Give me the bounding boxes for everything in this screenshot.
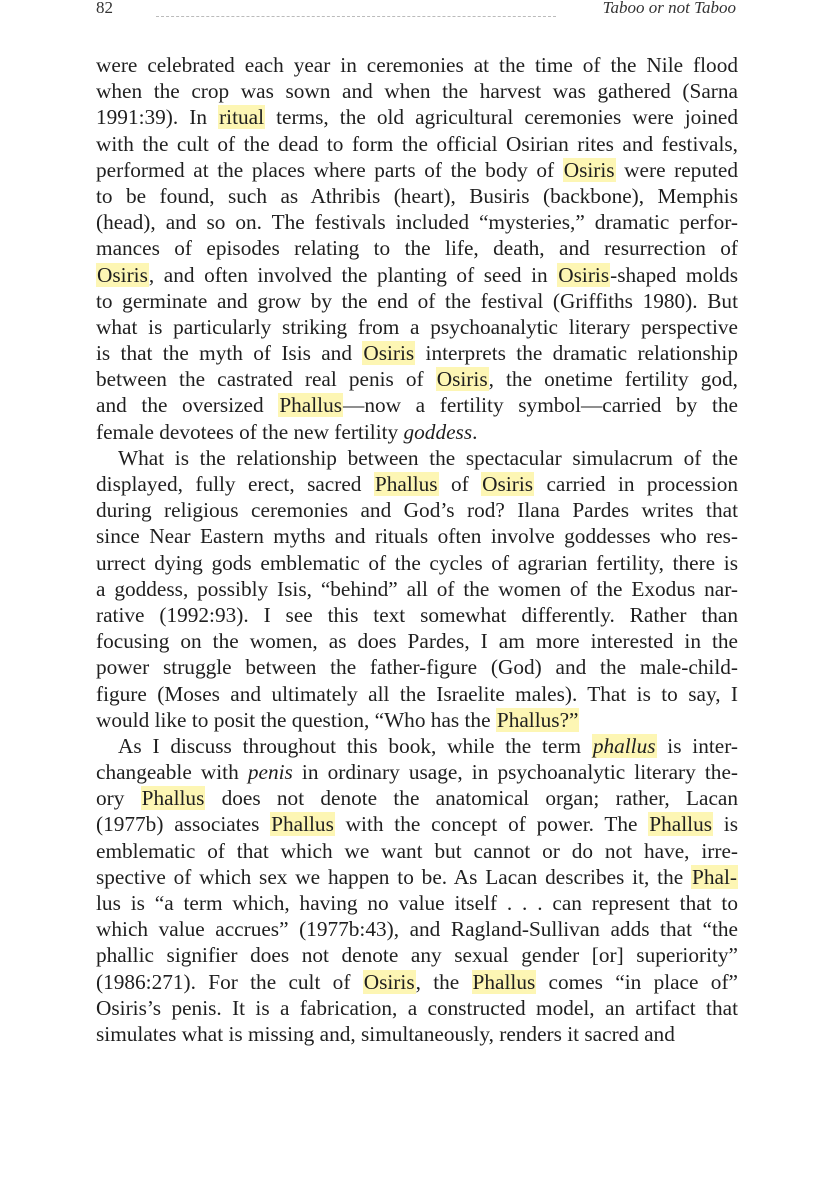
text-run: is that the myth of Isis and (96, 341, 363, 366)
text-run: urrect dying gods emblematic of the cycles of agrarian fertility, there is (96, 550, 738, 575)
text-line (96, 288, 738, 314)
highlighted-term: ritual (219, 105, 265, 130)
text-run: which value accrues” (1977b:43), and Ragland-Sullivan adds that “the (96, 917, 738, 942)
highlighted-term: Phallus (472, 969, 536, 994)
text-run: (head), and so on. The festivals included “mysteries,” dramatic perfor- (96, 210, 738, 235)
text-run: goddess (403, 419, 473, 444)
header-divider (156, 16, 556, 17)
text-run: rative (1992:93). I see this text somewhat differently. Rather than (96, 602, 738, 627)
text-run: to be found, such as Athribis (heart), Busiris (backbone), Memphis (96, 183, 738, 208)
highlighted-term: Phallus?” (496, 707, 579, 732)
highlighted-term: Osiris (563, 157, 615, 182)
text-line (96, 681, 738, 707)
highlighted-term: Osiris (363, 969, 415, 994)
paragraph (96, 733, 738, 1047)
text-run: , and often involved the planting of seed in (148, 262, 558, 287)
text-run: carried in procession (534, 472, 738, 496)
text-line (96, 471, 738, 497)
text-line (96, 838, 738, 864)
text-run: power struggle between the father-figure (God) and the male-child- (96, 655, 738, 680)
running-head: Taboo or not Taboo (602, 0, 736, 17)
text-run: simulates what is missing and, simultaneously, renders it sacred and (96, 1021, 675, 1046)
text-run: of (438, 472, 482, 496)
highlighted-term: Osiris (558, 262, 610, 287)
text-run: since Near Eastern myths and rituals often involve goddesses who res- (96, 524, 738, 549)
highlighted-term: Phallus (649, 812, 713, 837)
text-run: emblematic of that which we want but cannot or do not have, irre- (96, 838, 738, 863)
text-line (96, 733, 738, 759)
highlighted-term: Phallus (271, 812, 334, 837)
text-run: with the concept of power. The (334, 812, 649, 837)
text-run: figure (Moses and ultimately all the Israelite males). That is to say, I (96, 681, 738, 706)
text-run: focusing on the women, as does Pardes, I am more interested in the (96, 629, 738, 654)
text-line (96, 916, 738, 942)
text-run: phallic signifier does not denote any sexual gender [or] superiority” (96, 943, 738, 968)
text-line (96, 1021, 738, 1047)
text-line (96, 209, 738, 235)
text-line (96, 340, 738, 366)
highlighted-term: Osiris (436, 367, 488, 392)
text-run: penis (247, 760, 293, 785)
text-run: what is particularly striking from a psychoanalytic literary perspective (96, 314, 738, 339)
text-line (96, 864, 738, 890)
text-run: female devotees of the new fertility (96, 419, 404, 444)
text-run: (1986:271). For the cult of (96, 969, 363, 994)
text-run: spective of which sex we happen to be. As Lacan describes it, the (96, 864, 692, 889)
text-line (96, 497, 738, 523)
highlighted-term: Phal- (692, 864, 737, 889)
text-run: would like to posit the question, “Who has the (96, 707, 496, 732)
text-run: performed at the places where parts of the body of (96, 157, 563, 182)
text-run: . (472, 419, 478, 444)
text-run: were celebrated each year in ceremonies at the time of the Nile flood (96, 53, 738, 77)
text-line (96, 995, 738, 1021)
text-run: -shaped molds (610, 262, 738, 287)
text-run: is inter- (656, 733, 738, 758)
highlighted-term: Osiris (363, 341, 415, 366)
text-line (96, 602, 738, 628)
text-line (96, 628, 738, 654)
text-run: , the (415, 969, 472, 994)
text-line (96, 654, 738, 680)
text-run: interprets the dramatic relationship (415, 341, 738, 366)
text-run: during religious ceremonies and God’s rod? Ilana Pardes writes that (96, 498, 738, 523)
text-line (96, 890, 738, 916)
text-run: is (713, 812, 738, 837)
text-run: were reputed (615, 157, 738, 182)
text-line (96, 969, 738, 995)
page-header (96, 2, 736, 24)
text-line (96, 523, 738, 549)
text-line (96, 392, 738, 418)
text-run: does not denote the anatomical organ; rather, Lacan (205, 786, 738, 811)
text-line (96, 707, 738, 733)
text-line (96, 942, 738, 968)
text-line (96, 157, 738, 183)
text-line (96, 785, 738, 811)
paragraph (96, 445, 738, 733)
text-run: lus is “a term which, having no value itself . . . can represent that to (96, 891, 738, 915)
text-run: —now a fertility symbol—carried by the (343, 393, 738, 418)
highlighted-term: Osiris (97, 262, 148, 287)
text-line (96, 131, 738, 157)
highlighted-term: phallus (592, 733, 656, 758)
text-line (96, 262, 738, 288)
text-run: when the crop was sown and when the harvest was gathered (Sarna (96, 79, 738, 104)
text-run: comes “in place of” (536, 969, 738, 994)
text-run: What is the relationship between the spectacular simulacrum of the (118, 445, 738, 470)
text-line (96, 419, 738, 445)
text-run: mances of episodes relating to the life, death, and resurrection of (96, 236, 738, 261)
text-run: terms, the old agricultural ceremonies were joined (265, 105, 738, 130)
text-line (96, 314, 738, 340)
text-run: displayed, fully erect, sacred (96, 472, 374, 496)
text-line (96, 183, 738, 209)
text-line (96, 52, 738, 78)
highlighted-term: Phallus (374, 472, 438, 496)
body-text (96, 52, 738, 1047)
text-run: 1991:39). In (96, 105, 219, 130)
text-run: changeable with (96, 760, 248, 785)
highlighted-term: Phallus (279, 393, 343, 418)
text-line (96, 759, 738, 785)
paragraph (96, 52, 738, 445)
text-run: between the castrated real penis of (96, 367, 436, 392)
text-line (96, 366, 738, 392)
text-run: Osiris’s penis. It is a fabrication, a constructed model, an artifact that (96, 995, 738, 1020)
text-run: As I discuss throughout this book, while the term (118, 733, 592, 758)
text-line (96, 811, 738, 837)
text-run: in ordinary usage, in psychoanalytic literary the- (292, 760, 738, 785)
text-run: and the oversized (96, 393, 279, 418)
text-line (96, 550, 738, 576)
text-run: to germinate and grow by the end of the festival (Griffiths 1980). But (96, 288, 738, 313)
page-number: 82 (96, 0, 113, 17)
text-line (96, 576, 738, 602)
text-run: (1977b) associates (96, 812, 271, 837)
highlighted-term: Phallus (141, 786, 205, 811)
text-run: with the cult of the dead to form the official Osirian rites and festivals, (96, 131, 738, 156)
text-line (96, 235, 738, 261)
text-run: a goddess, possibly Isis, “behind” all of the women of the Exodus nar- (96, 576, 738, 601)
text-line (96, 104, 738, 130)
highlighted-term: Osiris (482, 472, 534, 496)
text-run: , the onetime fertility god, (488, 367, 738, 392)
text-run: ory (96, 786, 141, 811)
text-line (96, 445, 738, 471)
text-line (96, 78, 738, 104)
